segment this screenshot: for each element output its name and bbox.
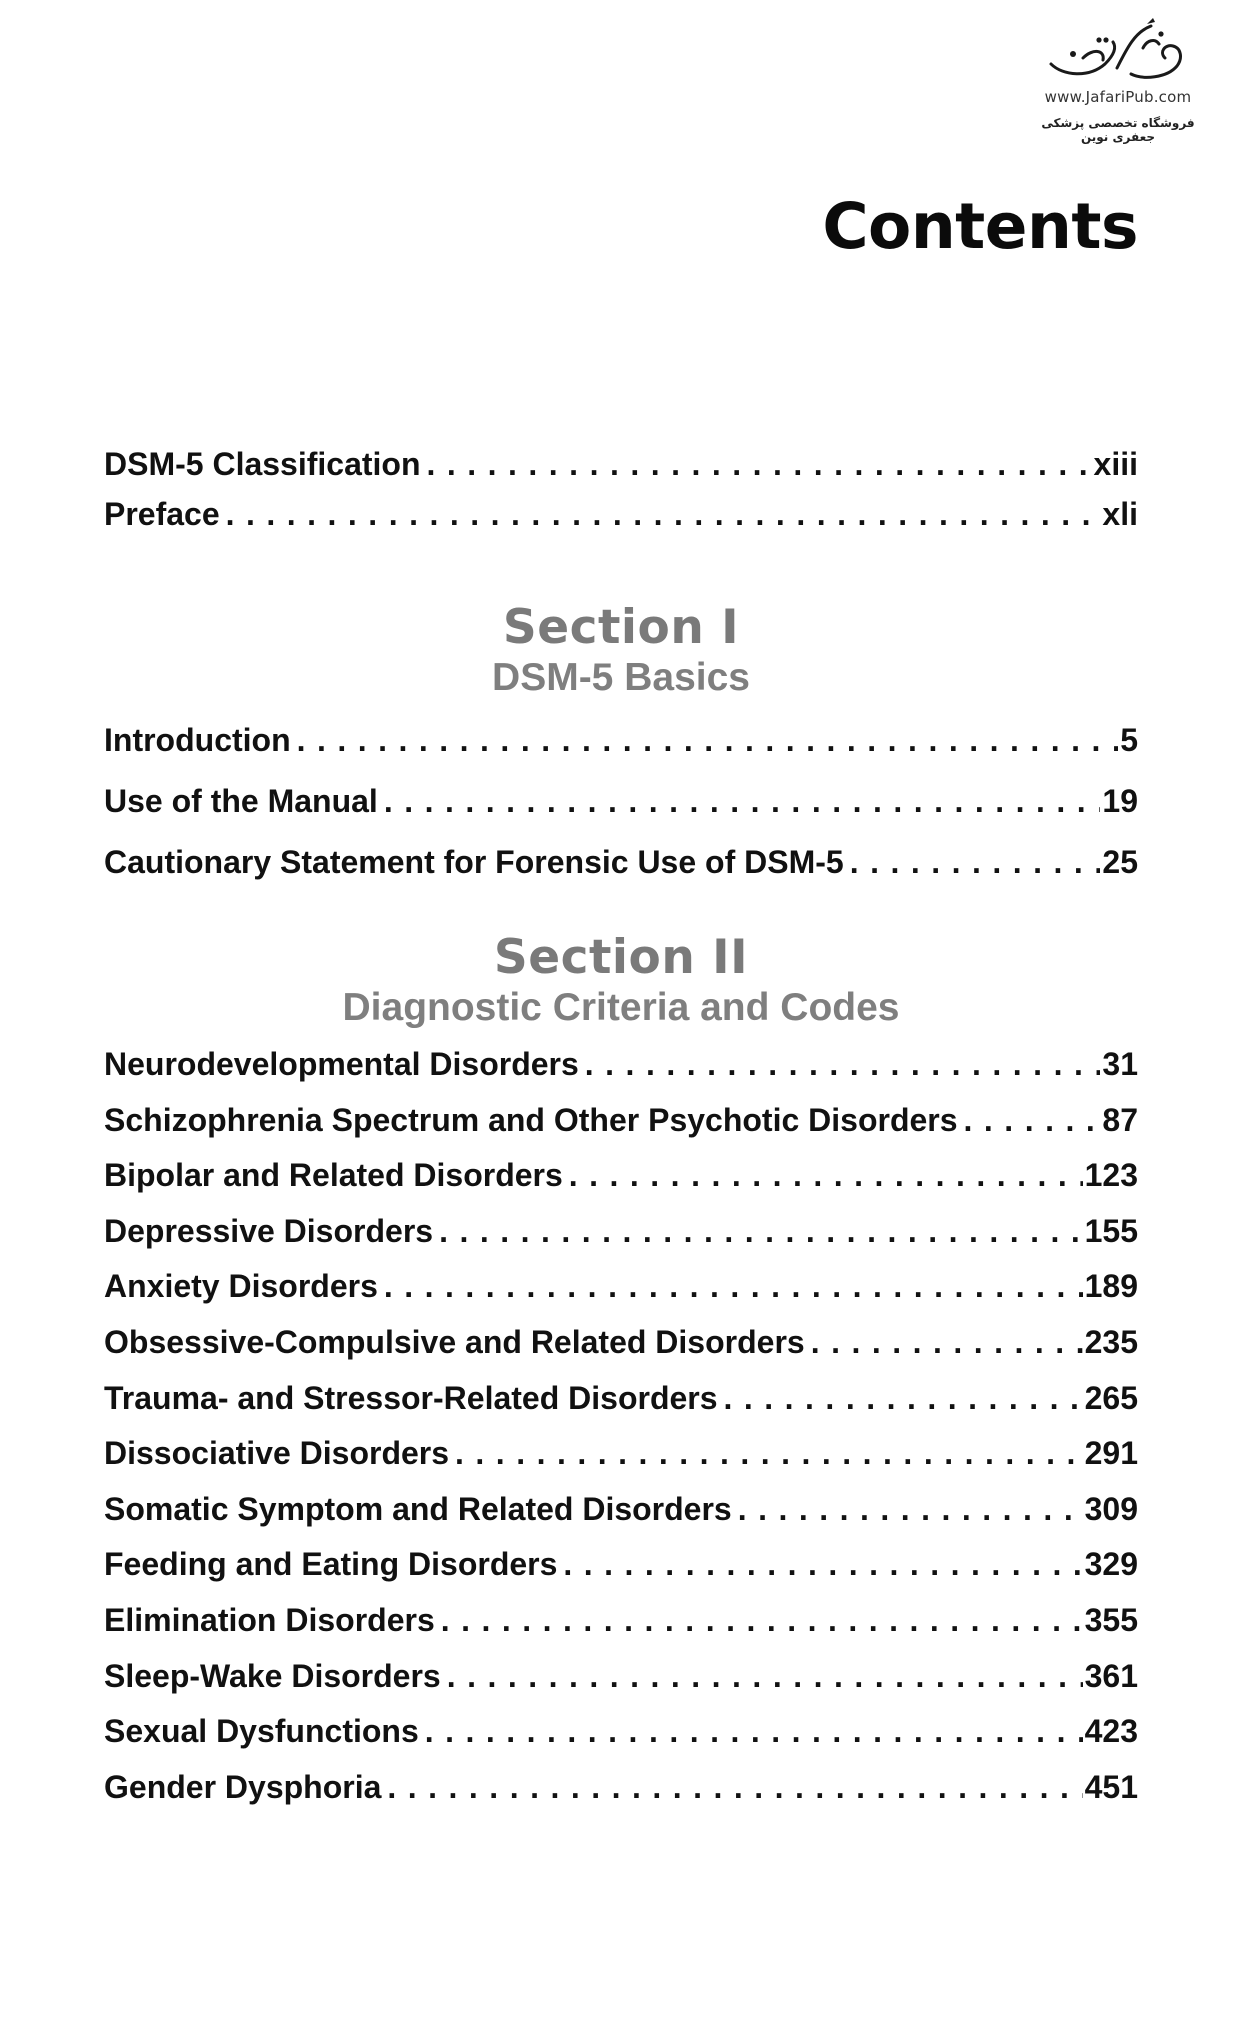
toc-entry-page: 329 bbox=[1084, 1546, 1138, 1583]
toc-entry-title: Introduction bbox=[104, 722, 291, 758]
toc-entry-title: Neurodevelopmental Disorders bbox=[104, 1046, 579, 1082]
toc-entry-title: Cautionary Statement for Forensic Use of DSM-5 bbox=[104, 844, 844, 880]
dot-leader bbox=[964, 1100, 1101, 1140]
toc-entry-title: Preface bbox=[104, 496, 220, 532]
toc-entry-page: 423 bbox=[1084, 1713, 1138, 1750]
page-title: Contents bbox=[822, 190, 1138, 263]
toc-entry[interactable] bbox=[104, 1044, 1138, 1084]
section-2-entries bbox=[104, 1044, 1138, 1807]
dot-leader bbox=[439, 1211, 1083, 1251]
dot-leader bbox=[455, 1433, 1083, 1473]
toc-entry-page: 355 bbox=[1084, 1601, 1138, 1638]
toc-entry[interactable] bbox=[104, 1266, 1138, 1306]
dot-leader bbox=[425, 1711, 1083, 1751]
section-subtitle: Diagnostic Criteria and Codes bbox=[342, 986, 900, 1029]
toc-entry[interactable] bbox=[104, 781, 1138, 821]
toc-entry-page: 19 bbox=[1102, 783, 1138, 819]
dot-leader bbox=[387, 1767, 1082, 1807]
dot-leader bbox=[724, 1378, 1083, 1418]
toc-entry-page: 309 bbox=[1084, 1490, 1138, 1527]
toc-entry[interactable] bbox=[104, 1544, 1138, 1584]
dot-leader bbox=[563, 1544, 1082, 1584]
dot-leader bbox=[738, 1489, 1083, 1529]
toc-entry-title: Feeding and Eating Disorders bbox=[104, 1546, 558, 1583]
dot-leader bbox=[384, 1266, 1083, 1306]
front-matter-list bbox=[104, 444, 1138, 534]
toc-entry-page: 87 bbox=[1102, 1101, 1138, 1138]
toc-entry-title: DSM-5 Classification bbox=[104, 446, 421, 482]
toc-entry-page: 189 bbox=[1084, 1268, 1138, 1305]
toc-entry-title: Sleep-Wake Disorders bbox=[104, 1657, 441, 1694]
toc-entry-dsm5-classification[interactable] bbox=[104, 444, 1138, 484]
toc-entry-title: Anxiety Disorders bbox=[104, 1268, 378, 1305]
dot-leader bbox=[226, 494, 1101, 534]
dot-leader bbox=[441, 1600, 1083, 1640]
toc-entry[interactable] bbox=[104, 1378, 1138, 1418]
toc-entry-title: Schizophrenia Spectrum and Other Psychotic Disorders bbox=[104, 1101, 958, 1138]
toc-entry[interactable] bbox=[104, 1656, 1138, 1696]
toc-entry-page: xiii bbox=[1093, 446, 1138, 482]
toc-entry-page: 291 bbox=[1084, 1435, 1138, 1472]
toc-entry-page: 155 bbox=[1084, 1212, 1138, 1249]
toc-entry-title: Dissociative Disorders bbox=[104, 1435, 450, 1472]
dot-leader bbox=[850, 842, 1101, 882]
dot-leader bbox=[811, 1322, 1083, 1362]
toc-entry-page: 265 bbox=[1084, 1379, 1138, 1416]
dot-leader bbox=[585, 1044, 1101, 1084]
toc-entry-page: 235 bbox=[1084, 1323, 1138, 1360]
toc-entry[interactable] bbox=[104, 1100, 1138, 1140]
toc-entry-title: Somatic Symptom and Related Disorders bbox=[104, 1490, 732, 1527]
toc-entry-page: 361 bbox=[1084, 1657, 1138, 1694]
toc-entry-title: Use of the Manual bbox=[104, 783, 378, 819]
toc-entry[interactable] bbox=[104, 1489, 1138, 1529]
toc-entry-title: Gender Dysphoria bbox=[104, 1768, 382, 1805]
section-number: Section I bbox=[502, 600, 740, 655]
dot-leader bbox=[569, 1155, 1083, 1195]
toc-entry-preface[interactable] bbox=[104, 494, 1138, 534]
section-2-heading bbox=[104, 930, 1138, 1030]
publisher-tagline: فروشگاه تخصصی پزشکی جعفری نوین bbox=[1041, 116, 1195, 144]
dot-leader bbox=[384, 781, 1101, 821]
toc-entry-page: 31 bbox=[1102, 1046, 1138, 1082]
toc-entry[interactable] bbox=[104, 842, 1138, 882]
section-1-heading bbox=[104, 600, 1138, 700]
publisher-url[interactable]: www.JafariPub.com bbox=[1044, 88, 1192, 106]
toc-entry-title: Bipolar and Related Disorders bbox=[104, 1157, 563, 1194]
toc-entry[interactable] bbox=[104, 1433, 1138, 1473]
toc-entry-page: 5 bbox=[1120, 722, 1138, 758]
dot-leader bbox=[427, 444, 1092, 484]
toc-entry-title: Trauma- and Stressor-Related Disorders bbox=[104, 1379, 718, 1416]
toc-entry[interactable] bbox=[104, 1211, 1138, 1251]
toc-entry[interactable] bbox=[104, 1322, 1138, 1362]
toc-entry-title: Depressive Disorders bbox=[104, 1212, 434, 1249]
toc-entry-page: 25 bbox=[1102, 844, 1138, 880]
toc-entry[interactable] bbox=[104, 1600, 1138, 1640]
section-number: Section II bbox=[493, 930, 749, 985]
calligraphy-logo-icon bbox=[1043, 18, 1193, 86]
toc-entry-title: Elimination Disorders bbox=[104, 1601, 435, 1638]
toc-entry-title: Sexual Dysfunctions bbox=[104, 1713, 419, 1750]
table-of-contents bbox=[104, 444, 1138, 1822]
publisher-logo bbox=[1018, 18, 1218, 148]
toc-entry-page: xli bbox=[1102, 496, 1138, 532]
toc-entry-title: Obsessive-Compulsive and Related Disorders bbox=[104, 1323, 805, 1360]
section-1-entries bbox=[104, 720, 1138, 882]
toc-entry[interactable] bbox=[104, 1767, 1138, 1807]
toc-entry[interactable] bbox=[104, 1711, 1138, 1751]
toc-entry-page: 123 bbox=[1084, 1157, 1138, 1194]
toc-entry-page: 451 bbox=[1084, 1768, 1138, 1805]
section-subtitle: DSM-5 Basics bbox=[492, 656, 750, 699]
toc-entry[interactable] bbox=[104, 720, 1138, 760]
toc-entry[interactable] bbox=[104, 1155, 1138, 1195]
dot-leader bbox=[447, 1656, 1083, 1696]
dot-leader bbox=[297, 720, 1119, 760]
